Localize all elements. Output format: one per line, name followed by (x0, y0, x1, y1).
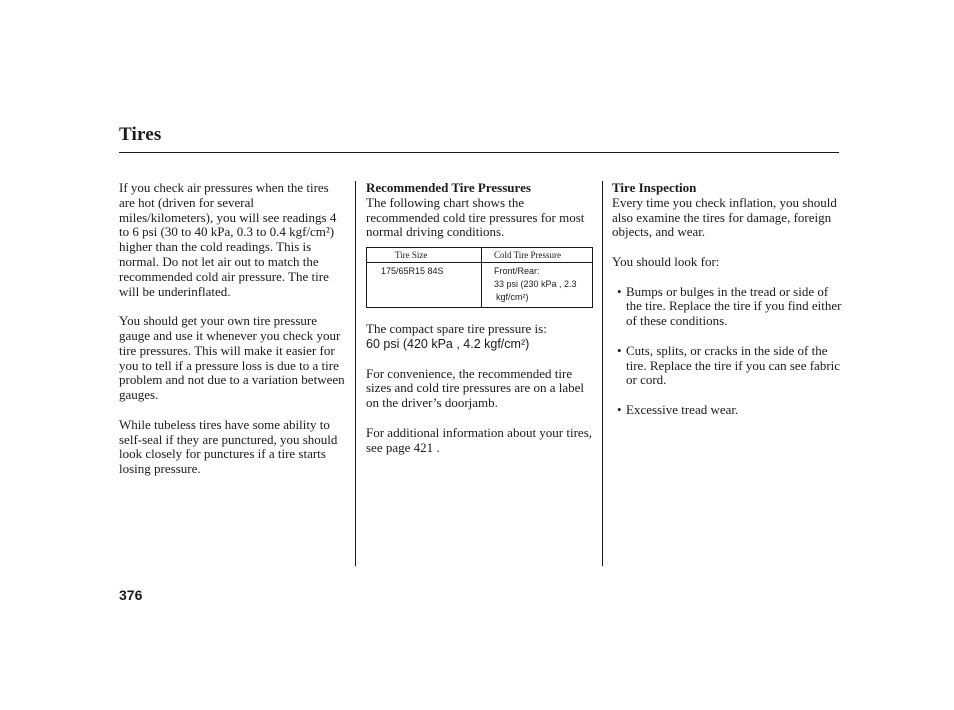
additional-info-paragraph: For additional information about your tires, see page 421 . (366, 424, 593, 455)
tubeless-paragraph: While tubeless tires have some ability to self-seal if they are punctured, you should look closely for punctures if a tire starts losing pressure. (119, 416, 338, 477)
look-for-text: You should look for: (612, 253, 720, 269)
pressure-label: Front/Rear: (494, 266, 540, 277)
column-divider-1 (355, 181, 356, 566)
recommended-pressures-intro: The following chart shows the recommended cold tire pressures for most normal driving conditions. (366, 194, 585, 240)
pressure-gauge-paragraph: You should get your own tire pressure gauge and use it whenever you check your tire pressures. This will make it easier for you to tell if a pressure loss is due to a tire problem and not due to a variation between gauges. (119, 313, 345, 403)
tire-inspection-heading: Tire Inspection (612, 180, 697, 195)
list-item-text: Excessive tread wear. (626, 401, 739, 417)
list-item (612, 403, 844, 418)
column-right (612, 181, 844, 433)
title-divider (119, 152, 839, 153)
list-item-text: Cuts, splits, or cracks in the side of the tire. Replace the tire if you can see fabric or cord. (626, 342, 841, 388)
inspection-list (612, 285, 844, 418)
tire-inspection-intro: Every time you check inflation, you should also examine the tires for damage, foreign objects, and wear. (612, 194, 837, 240)
table-row (367, 263, 593, 308)
column-left (119, 181, 347, 492)
pressure-value-line1: 33 psi (230 kPa , 2.3 (494, 279, 577, 290)
table-header-row (367, 248, 593, 263)
spare-pressure-text: The compact spare tire pressure is: (366, 321, 547, 337)
table-cell-tire-size: 175/65R15 84S (367, 263, 482, 308)
page-number: 376 (119, 587, 143, 603)
bullet-icon: • (617, 401, 622, 417)
table-cell-pressure (482, 263, 593, 308)
page-title: Tires (119, 124, 162, 145)
bullet-icon: • (617, 342, 622, 358)
list-item-text: Bumps or bulges in the tread or side of the tire. Replace the tire if you find either of these conditions. (626, 283, 842, 329)
spare-pressure-value: 60 psi (420 kPa , 4.2 kgf/cm²) (366, 336, 530, 351)
table-header-cold-pressure: Cold Tire Pressure (482, 248, 593, 263)
doorjamb-label-paragraph: For convenience, the recommended tire sizes and cold tire pressures are on a label on the driver’s doorjamb. (366, 365, 585, 411)
column-middle (366, 181, 594, 470)
table-header-tire-size: Tire Size (367, 248, 482, 263)
pressure-value-line2: kgf/cm²) (496, 292, 529, 303)
column-divider-2 (602, 181, 603, 566)
hot-tire-paragraph: If you check air pressures when the tires are hot (driven for several miles/kilometers), you will see readings 4 to 6 psi (30 to 40 kPa, 0.3 to 0.4 kgf/cm²) higher than the cold readings. This is normal. Do not let air out to match the recommended cold air pressure. The tire will be underinflated. (119, 180, 337, 299)
bullet-icon: • (617, 283, 622, 299)
list-item (612, 285, 844, 329)
recommended-pressures-heading: Recommended Tire Pressures (366, 180, 531, 195)
tire-pressure-table (366, 247, 593, 308)
list-item (612, 344, 844, 388)
